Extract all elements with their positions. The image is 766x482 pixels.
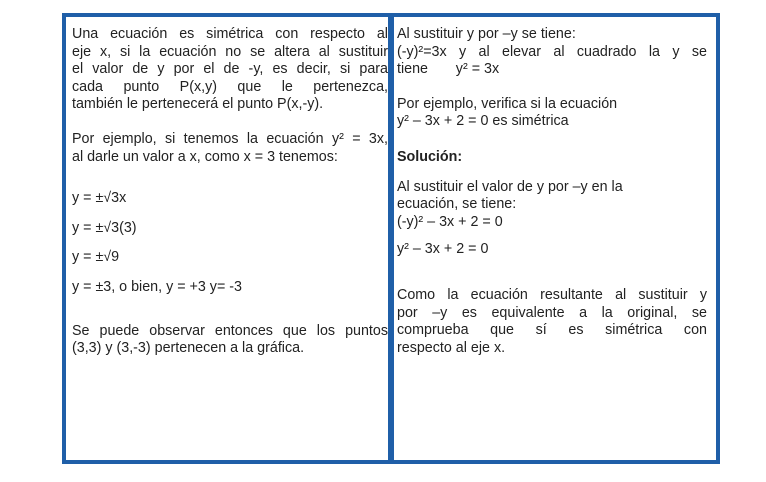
left-paragraph-conclusion	[72, 323, 388, 358]
text-line: al darle un valor a x, como x = 3 tenemos:	[72, 148, 338, 165]
equation-4: y = ±3, o bien, y = +3 y= -3	[72, 278, 242, 295]
text-line: Por ejemplo, si tenemos la ecuación y² = 3x,	[72, 130, 388, 147]
left-paragraph-definition	[72, 26, 388, 114]
right-paragraph-solution	[397, 179, 707, 232]
text-line: y² – 3x + 2 = 0 es simétrica	[397, 113, 569, 130]
equation-result: y² – 3x + 2 = 0	[397, 241, 489, 258]
text-line: ecuación, se tiene:	[397, 196, 517, 213]
text-line: el valor de y por el de -y, es decir, si para	[72, 61, 388, 78]
text-line: por –y es equivalente a la original, se	[397, 304, 707, 321]
equation-1: y = ±√3x	[72, 190, 127, 207]
text-line: cada punto P(x,y) que le pertenezca,	[72, 78, 388, 95]
text-line: respecto al eje x.	[397, 339, 506, 356]
left-column	[72, 26, 388, 358]
text-line: (3,3) y (3,-3) pertenecen a la gráfica.	[72, 340, 305, 357]
text-line: eje x, si la ecuación no se altera al sustituir	[72, 43, 388, 60]
text-line: tiene y² = 3x	[397, 61, 500, 78]
equation-3: y = ±√9	[72, 249, 120, 266]
right-paragraph-example	[397, 96, 707, 131]
left-paragraph-example	[72, 131, 388, 166]
text-line: (-y)²=3x y al elevar al cuadrado la y se	[397, 43, 707, 60]
column-divider	[388, 13, 394, 464]
text-line: Al sustituir el valor de y por –y en la	[397, 178, 623, 195]
right-paragraph-substitution	[397, 26, 707, 79]
text-line: comprueba que sí es simétrica con	[397, 322, 707, 339]
text-line: Una ecuación es simétrica con respecto al	[72, 26, 388, 42]
text-line: Como la ecuación resultante al sustituir y	[397, 286, 707, 303]
text-line: (-y)² – 3x + 2 = 0	[397, 213, 503, 230]
text-line: Por ejemplo, verifica si la ecuación	[397, 95, 618, 112]
solution-heading: Solución:	[397, 148, 463, 165]
equation-2: y = ±√3(3)	[72, 219, 137, 236]
right-column	[397, 26, 707, 357]
text-line: Se puede observar entonces que los puntos	[72, 322, 388, 339]
right-paragraph-conclusion	[397, 287, 707, 357]
text-line: Al sustituir y por –y se tiene:	[397, 26, 576, 42]
text-line: también le pertenecerá el punto P(x,-y).	[72, 96, 324, 113]
